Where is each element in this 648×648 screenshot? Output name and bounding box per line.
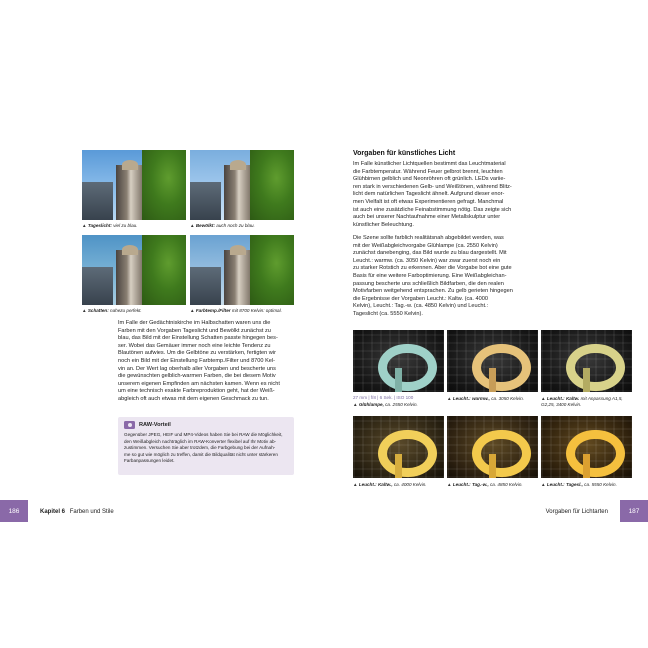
caption-tageslicht: ▲ Tageslicht: viel zu blau. — [82, 223, 138, 228]
photo-schatten — [82, 235, 186, 305]
right-para-2: Die Szene sollte farblich realitätsnah abgebildet werden, was mit der Weißabgleichvorgabe Glühlampe (ca. 2550 Kelvin) zunächst danebenging, das Bild wurde zu blau dargestellt. Mit Leucht.: warmw. (ca. 3050 Kelvin) war zwar zuerst noch ein zu starker Rotstich zu erkennen. Aber die Vorgabe bot eine gute Basis für eine weitere Farboptimierung. Eine Weißabgleichan- passung bescherte uns schließlich Bildfarben, die den realen Motivfarben weitgehend entsprachen. Zu gelb gerieten hingegen die Ergebnisse der Vorgaben Leucht.: Kaltw. (ca. 4000 Kelvin), Leucht.: Tag.-w. (ca. 4850 Kelvin) und Leucht.: Tageslicht (ca. 5550 Kelvin). — [353, 235, 513, 317]
raw-vorteil-box — [118, 417, 294, 475]
photo-tageslicht — [82, 150, 186, 220]
caption-gluehlampe: ▲ Glühlampe, ca. 2550 Kelvin. — [353, 402, 418, 407]
caption-warmw: ▲ Leucht.: warmw., ca. 3050 Kelvin. — [447, 396, 524, 401]
photo-kaltw — [353, 416, 444, 478]
chapter-label: Kapitel 6 — [40, 509, 66, 515]
photo-gluehlampe — [353, 330, 444, 392]
left-body-text: Im Falle der Gedächtniskirche im Halbschatten waren uns die Farben mit den Vorgaben Tageslicht und Bewölkt zunächst zu blau, das Bild mit der Einstellung Schatten passte hingegen bes- ser. Wobei das Gemäuer immer noch eine leichte Tendenz zu Blautönen aufwies. Um die Gelbtöne zu verstärken, fertigten wir noch ein Bild mit der Einstellung Farbtemp./Filter und 8700 Kel- vin an. Der Wert lag oberhalb aller Vorgaben und bescherte uns die gewünschten gelblich-warmen Farben, die bei diesem Motiv unserem eigenen Empfinden am nächsten kamen. Wenn es nicht um eine technisch exakte Farbreproduktion geht, hat der Weiß- abgleich oft auch etwas mit dem eigenen Geschmack zu tun. — [118, 320, 280, 402]
caption-bewoelkt: ▲ Bewölkt: auch noch zu blau. — [190, 223, 255, 228]
box-title: RAW-Vorteil — [139, 422, 171, 428]
photo-bewoelkt — [190, 150, 294, 220]
caption-tagesl: ▲ Leucht.: Tagesl., ca. 5550 Kelvin. — [541, 482, 617, 487]
caption-farbtemp: ▲ Farbtemp./Filter mit 8700 Kelvin: optimal. — [190, 308, 282, 313]
caption-kaltw: ▲ Leucht.: Kaltw., ca. 4000 Kelvin. — [353, 482, 427, 487]
page-number-left: 186 — [0, 500, 28, 522]
chapter-title: Farben und Stile — [69, 509, 114, 515]
exif-info: 27 mm | f/8 | 6 Sek. | ISO 100 — [353, 395, 414, 400]
footer-title-right: Vorgaben für Lichtarten — [545, 509, 608, 515]
right-para-1: Im Falle künstlicher Lichtquellen bestimmt das Leuchtmaterial die Farbtemperatur. Während Feuer gelbrot brennt, leuchten Glühbirnen gelblich und Neonröhren oft grünlich. LEDs variie- ren stark in verschiedenen Gelb- und Weißtönen, während Blitz- licht dem natürlichen Tageslicht ähnelt. Aufgrund dieser enor- men Vielfalt ist oft etwas Experimentieren gefragt. Manchmal ist auch eine zusätzliche Feinabstimmung nötig. Das zeigte sich auch bei unserer Nachtaufnahme einer Metallskulptur unter künstlicher Beleuchtung. — [353, 161, 512, 228]
photo-tagw — [447, 416, 538, 478]
photo-farbtemp — [190, 235, 294, 305]
camera-icon — [124, 421, 135, 429]
caption-schatten: ▲ Schatten: nahezu perfekt. — [82, 308, 142, 313]
footer-chapter-left — [40, 509, 114, 515]
photo-kaltw-anpassung — [541, 330, 632, 392]
caption-kaltw-anpassung: ▲ Leucht.: Kaltw. mit Anpassung A1,5, G2,25, 3400 Kelvin. — [541, 396, 623, 407]
box-text: Gegenüber JPEG, HEIF und MP4-Videos haben Sie bei RAW die Möglichkeit, den Weißabgleich nachträglich im RAW-Konverter flexibel auf Ihr Motiv ab- zustimmen. Versuchen Sie aber trotzdem, die Farbgebung bei der Aufnah- me so gut wie möglich zu treffen, damit die Bildqualität nicht unter stärkeren Farbanpassungen leidet. — [124, 432, 283, 463]
section-heading: Vorgaben für künstliches Licht — [353, 150, 456, 157]
photo-tagesl — [541, 416, 632, 478]
page-number-right: 187 — [620, 500, 648, 522]
photo-warmw — [447, 330, 538, 392]
caption-tagw: ▲ Leucht.: Tag.-w., ca. 4850 Kelvin. — [447, 482, 523, 487]
